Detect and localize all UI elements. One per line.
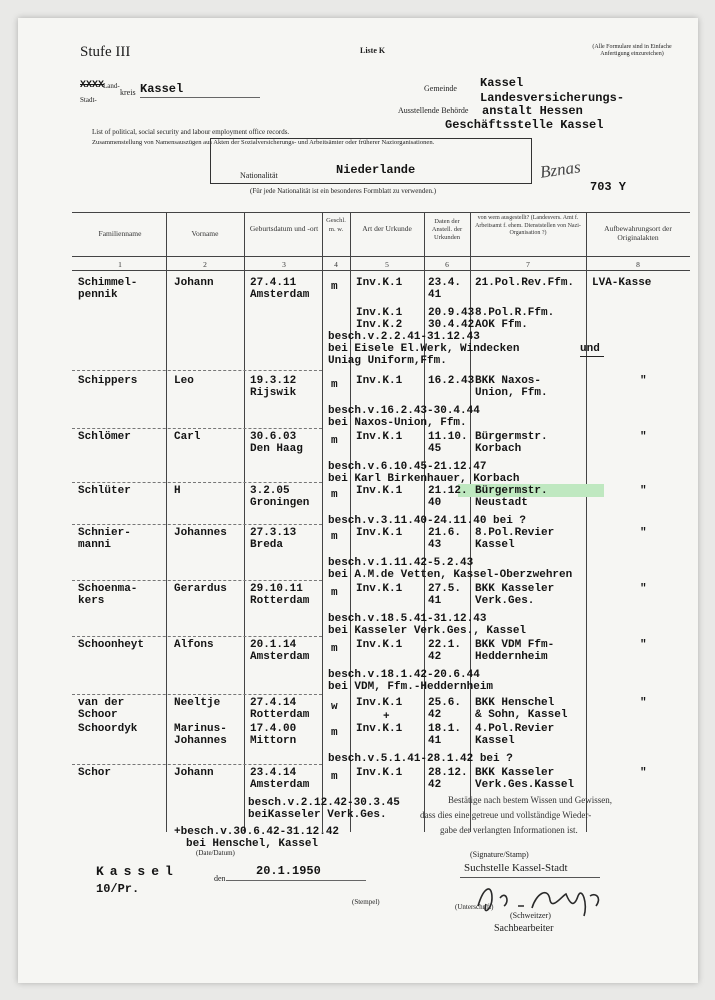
typed-entry: m <box>331 727 338 739</box>
typed-entry: Inv.K.1 <box>356 375 403 387</box>
typed-entry: 21.12. <box>428 485 468 497</box>
typed-entry: Schoordyk <box>78 723 138 735</box>
behoerde-line3: Geschäftsstelle Kassel <box>445 118 604 132</box>
typed-entry: Rotterdam <box>250 709 310 721</box>
typed-entry: BKK Henschel <box>475 697 555 709</box>
signature-name: Suchstelle Kassel-Stadt <box>464 862 568 874</box>
typed-entry: Schoenma- <box>78 583 138 595</box>
col-num-8: 8 <box>636 260 640 269</box>
signature-label: (Signature/Stamp) <box>470 850 529 859</box>
typed-entry: Schlömer <box>78 431 131 443</box>
typed-entry: Korbach <box>475 443 522 455</box>
typed-entry: Bürgermstr. <box>475 431 548 443</box>
col-daten: Daten der Anstell. der Urkunden <box>431 218 463 241</box>
typed-entry: m <box>331 379 338 391</box>
liste-label: Liste K <box>360 46 386 55</box>
typed-entry: Neustadt <box>475 497 528 509</box>
typed-entry: Marinus- <box>174 723 227 735</box>
typed-entry: besch.v.2.2.41-31.12.43 <box>328 331 480 343</box>
typed-entry: 41 <box>428 735 442 747</box>
typed-entry: 42 <box>428 709 442 721</box>
typed-entry: 16.2.43 <box>428 375 475 387</box>
typed-entry: m <box>331 281 338 293</box>
typed-entry: besch.v.1.11.42-5.2.43 <box>328 557 474 569</box>
intro-german: Zusammenstellung von Namensauszügen aus Akten der Sozialversicherungs- und Arbeitsämter oder früherer Naziorganisationen. <box>92 139 435 146</box>
typed-entry: BKK VDM Ffm- <box>475 639 555 651</box>
typed-entry: Inv.K.1 <box>356 583 403 595</box>
typed-entry: 8.Pol.R.Ffm. <box>475 307 555 319</box>
typed-entry: und <box>580 343 600 355</box>
col-num-4: 4 <box>334 260 338 269</box>
col-num-1: 1 <box>118 260 122 269</box>
typed-entry: 17.4.00 <box>250 723 297 735</box>
typed-entry: 23.4.14 <box>250 767 297 779</box>
typed-entry: bei VDM, Ffm.-Heddernheim <box>328 681 494 693</box>
ditto-mark: " <box>640 485 647 497</box>
typed-entry: bei Henschel, Kassel <box>186 838 319 850</box>
typed-entry: 27.3.13 <box>250 527 297 539</box>
typed-entry: 40 <box>428 497 442 509</box>
typed-entry: Groningen <box>250 497 310 509</box>
typed-entry: Schlüter <box>78 485 131 497</box>
typed-entry: 19.3.12 <box>250 375 297 387</box>
typed-entry: 28.12. <box>428 767 468 779</box>
kreis-value: Kassel <box>140 82 184 96</box>
typed-entry: Schnier- <box>78 527 131 539</box>
stufe-label: Stufe III <box>80 44 131 60</box>
typed-entry: 42 <box>428 651 442 663</box>
typed-entry: Schimmel- <box>78 277 138 289</box>
typed-entry: Amsterdam <box>250 779 310 791</box>
typed-entry: beiKasseler Verk.Ges. <box>248 809 387 821</box>
typed-entry: Inv.K.1 <box>356 767 403 779</box>
typed-entry: BKK Kasseler <box>475 767 555 779</box>
col-familienname: Familienname <box>98 229 142 238</box>
typed-entry: bei Kasseler Verk.Ges., Kassel <box>328 625 527 637</box>
certification-line2: dass dies eine getreue und vollständige Wieder- <box>420 810 592 820</box>
col-geburtsdatum: Geburtsdatum und -ort <box>249 224 319 233</box>
typed-entry: + <box>383 711 390 723</box>
typed-entry: Mittorn <box>250 735 297 747</box>
typed-entry: Leo <box>174 375 194 387</box>
ditto-mark: " <box>640 375 647 387</box>
typed-entry: 27.5. <box>428 583 462 595</box>
typed-entry: besch.v.16.2.43-30.4.44 <box>328 405 480 417</box>
typed-entry: Schor <box>78 767 112 779</box>
behoerde-label: Ausstellende Behörde <box>398 106 469 115</box>
nationality-code: 703 Y <box>590 180 627 194</box>
col-num-6: 6 <box>445 260 449 269</box>
typed-entry: Inv.K.1 <box>356 639 403 651</box>
typed-entry: 20.1.14 <box>250 639 297 651</box>
typed-entry: Inv.K.1 <box>356 485 403 497</box>
typed-entry: Rijswik <box>250 387 297 399</box>
certification-line1: Bestätige nach bestem Wissen und Gewissen, <box>448 795 612 805</box>
typed-entry: 11.10. <box>428 431 468 443</box>
typed-entry: Carl <box>174 431 201 443</box>
typed-entry: 8.Pol.Revier <box>475 527 555 539</box>
typed-entry: 21.Pol.Rev.Ffm. <box>475 277 575 289</box>
typed-entry: bei Karl Birkenhauer, Korbach <box>328 473 520 485</box>
typed-entry: 3.2.05 <box>250 485 290 497</box>
typed-entry: Amsterdam <box>250 289 310 301</box>
typed-entry: Heddernheim <box>475 651 548 663</box>
typed-entry: Schoor <box>78 709 118 721</box>
footer-date-label: (Date/Datum) <box>196 849 235 857</box>
typed-entry: 45 <box>428 443 442 455</box>
typed-entry: van der <box>78 697 125 709</box>
typed-entry: besch.v.3.11.40-24.11.40 bei ? <box>328 515 527 527</box>
typed-entry: & Sohn, Kassel <box>475 709 568 721</box>
typed-entry: bei A.M.de Vetten, Kassel-Oberzwehren <box>328 569 573 581</box>
typed-entry: Breda <box>250 539 284 551</box>
typed-entry: Inv.K.1 <box>356 277 403 289</box>
typed-entry: 27.4.11 <box>250 277 297 289</box>
typed-entry: Inv.K.1 <box>356 723 403 735</box>
typed-entry: m <box>331 587 338 599</box>
typed-entry: Kassel <box>475 539 515 551</box>
typed-entry: bei Eisele El.Werk, Windecken <box>328 343 520 355</box>
typed-entry: Schippers <box>78 375 138 387</box>
formulare-note: (Alle Formulare sind in Einfache Anfertigung einzureichen) <box>592 44 672 57</box>
col-aufbewahrungsort: Aufbewahrungsort der Originalakten <box>604 224 672 242</box>
nationality-label: Nationalität <box>240 171 278 180</box>
typed-entry: Inv.K.1 <box>356 697 403 709</box>
typed-entry: BKK Naxos- <box>475 375 542 387</box>
nationality-note: (Für jede Nationalität ist ein besonderes Formblatt zu verwenden.) <box>250 187 437 195</box>
typed-entry: Rotterdam <box>250 595 310 607</box>
gemeinde-value: Kassel <box>480 76 524 90</box>
typed-entry: Inv.K.2 <box>356 319 403 331</box>
col-num-5: 5 <box>385 260 389 269</box>
typed-entry: H <box>174 485 181 497</box>
typed-entry: Inv.K.1 <box>356 307 403 319</box>
typed-entry: m <box>331 531 338 543</box>
typed-entry: 20.9.43 <box>428 307 475 319</box>
footer-den-label: den <box>214 874 226 883</box>
land-strike: XXXX <box>80 80 105 91</box>
typed-entry: m <box>331 643 338 655</box>
typed-entry: 4.Pol.Revier <box>475 723 555 735</box>
typed-entry: 23.4. <box>428 277 462 289</box>
typed-entry: 30.6.03 <box>250 431 297 443</box>
typed-entry: +besch.v.30.6.42-31.12.42 <box>174 826 340 838</box>
typed-entry: kers <box>78 595 105 607</box>
typed-entry: besch.v.5.1.41-28.1.42 bei ? <box>328 753 513 765</box>
typed-entry: LVA-Kasse <box>592 277 652 289</box>
typed-entry: manni <box>78 539 112 551</box>
typed-entry: besch.v.2.12.42-30.3.45 <box>248 797 400 809</box>
typed-entry: Uniag Uniform,Ffm. <box>328 355 447 367</box>
typed-entry: 41 <box>428 289 442 301</box>
ditto-mark: " <box>640 697 647 709</box>
typed-entry: Bürgermstr. <box>475 485 548 497</box>
typed-entry: 18.1. <box>428 723 462 735</box>
typed-entry: w <box>331 701 338 713</box>
stempel-label: (Stempel) <box>352 898 380 906</box>
col-vorname: Vorname <box>191 229 219 238</box>
typed-entry: bei Naxos-Union, Ffm. <box>328 417 467 429</box>
col-geschlecht: Geschl. m. w. <box>326 217 346 233</box>
footer-date: 20.1.1950 <box>256 864 321 878</box>
behoerde-line2: anstalt Hessen <box>482 104 583 118</box>
typed-entry: Den Haag <box>250 443 303 455</box>
certification-line3: gabe der verlangten Informationen ist. <box>440 825 578 835</box>
typed-entry: 30.4.42 <box>428 319 475 331</box>
schweitzer-label: (Schweitzer) <box>510 911 551 920</box>
typed-entry: 27.4.14 <box>250 697 297 709</box>
intro-english: List of political, social security and labour employment office records. <box>92 128 290 136</box>
typed-entry: 41 <box>428 595 442 607</box>
typed-entry: 22.1. <box>428 639 462 651</box>
col-aussteller: von wem ausgestellt? (Landesvers. Amt f. Arbeitsamt f. ehem. Dienststellen von Nazi-Organisation ?) <box>475 215 581 236</box>
typed-entry: Gerardus <box>174 583 227 595</box>
typed-entry: Inv.K.1 <box>356 431 403 443</box>
col-num-7: 7 <box>526 260 530 269</box>
typed-entry: besch.v.18.5.41-31.12.43 <box>328 613 487 625</box>
typed-entry: Schoonheyt <box>78 639 145 651</box>
land-label: Land- <box>103 82 120 90</box>
col-num-3: 3 <box>282 260 286 269</box>
ditto-mark: " <box>640 639 647 651</box>
col-art-der-urkunde: Art der Urkunde <box>362 224 412 233</box>
typed-entry: Alfons <box>174 639 214 651</box>
typed-entry: 29.10.11 <box>250 583 303 595</box>
typed-entry: pennik <box>78 289 118 301</box>
typed-entry: Verk.Ges.Kassel <box>475 779 575 791</box>
typed-entry: 42 <box>428 779 442 791</box>
typed-entry: BKK Kasseler <box>475 583 555 595</box>
handwritten-mark: Bznas <box>538 157 582 182</box>
typed-entry: 21.6. <box>428 527 462 539</box>
typed-entry: Johann <box>174 767 214 779</box>
ditto-mark: " <box>640 527 647 539</box>
typed-entry: besch.v.18.1.42-20.6.44 <box>328 669 480 681</box>
unterschrift-label: (Unterschrift) <box>455 903 494 911</box>
typed-entry: Johann <box>174 277 214 289</box>
typed-entry: AOK Ffm. <box>475 319 528 331</box>
behoerde-line1: Landesversicherungs- <box>480 91 625 105</box>
footer-place: Kassel <box>96 864 179 879</box>
typed-entry: 43 <box>428 539 442 551</box>
typed-entry: Neeltje <box>174 697 221 709</box>
typed-entry: Verk.Ges. <box>475 595 535 607</box>
typed-entry: besch.v.6.10.45-21.12.47 <box>328 461 487 473</box>
nationality-value: Niederlande <box>336 163 416 177</box>
typed-entry: Inv.K.1 <box>356 527 403 539</box>
stadt-label: Stadt- <box>80 96 97 104</box>
typed-entry: m <box>331 435 338 447</box>
footer-ref: 10/Pr. <box>96 882 140 896</box>
ditto-mark: " <box>640 583 647 595</box>
kreis-label: kreis <box>120 88 136 97</box>
ditto-mark: " <box>640 767 647 779</box>
col-num-2: 2 <box>203 260 207 269</box>
typed-entry: Union, Ffm. <box>475 387 548 399</box>
sachbearbeiter-label: Sachbearbeiter <box>494 923 554 934</box>
ditto-mark: " <box>640 431 647 443</box>
typed-entry: 25.6. <box>428 697 462 709</box>
gemeinde-label: Gemeinde <box>424 84 457 93</box>
typed-entry: Johannes <box>174 527 227 539</box>
typed-entry: Kassel <box>475 735 515 747</box>
typed-entry: m <box>331 771 338 783</box>
typed-entry: m <box>331 489 338 501</box>
typed-entry: Johannes <box>174 735 227 747</box>
typed-entry: Amsterdam <box>250 651 310 663</box>
